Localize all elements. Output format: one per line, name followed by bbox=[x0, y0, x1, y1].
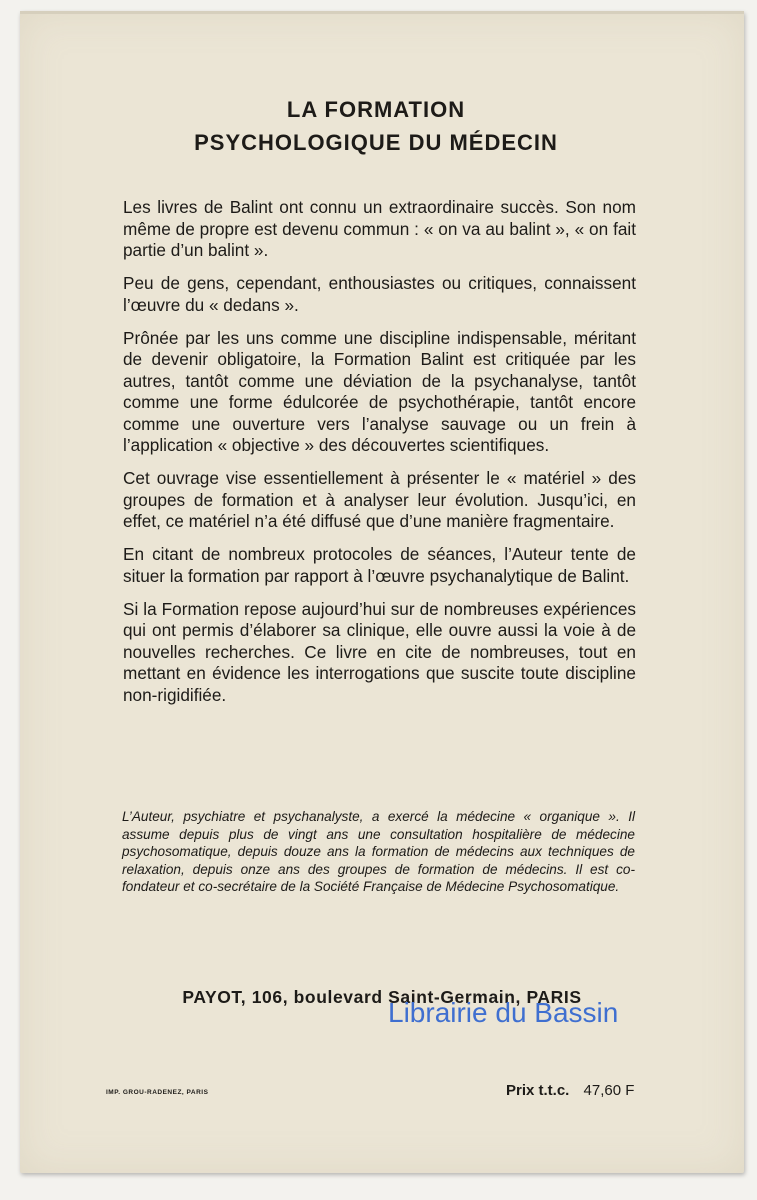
blurb-paragraph-4: Cet ouvrage vise essentiellement à présenter le « matériel » des groupes de formation et à analyser leur évolution. Jusqu’ici, en effet, ce matériel n’a été diffusé que d’une manière fragmentaire. bbox=[123, 468, 636, 531]
printer-credit: IMP. GROU-RADENEZ, PARIS bbox=[106, 1089, 209, 1096]
book-back-cover bbox=[20, 11, 744, 1173]
cover-edge bbox=[20, 11, 744, 14]
blurb-paragraph-5: En citant de nombreux protocoles de séances, l’Auteur tente de situer la formation par rapport à l’œuvre psychanalytique de Balint. bbox=[123, 544, 636, 586]
publisher-address: PAYOT, 106, boulevard Saint-Germain, PARIS bbox=[182, 987, 582, 1007]
blurb-paragraph-3: Prônée par les uns comme une discipline indispensable, méritant de devenir obligatoire, la Formation Balint est critiquée par les autres, tantôt comme une déviation de la psychanalyse, tantôt comme une forme édulcorée de psychothérapie, tantôt encore comme une ouverture vers l’analyse sauvage ou un frein à l’application « objective » des découvertes scientifiques. bbox=[123, 327, 636, 455]
price-label: Prix t.t.c. bbox=[506, 1082, 570, 1099]
title-line-2: PSYCHOLOGIQUE DU MÉDECIN bbox=[194, 130, 558, 155]
price-value: 47,60 F bbox=[583, 1082, 635, 1099]
title-line-1: LA FORMATION bbox=[286, 97, 466, 122]
blurb-paragraph-2: Peu de gens, cependant, enthousiastes ou critiques, connaissent l’œuvre du « dedans ». bbox=[123, 273, 636, 315]
author-bio: L’Auteur, psychiatre et psychanalyste, a exercé la médecine « organique ». Il assume depuis plus de vingt ans une consultation hospitalière de médecine psychosomatique, depuis douze ans la formation de médecins aux techniques de relaxation, depuis onze ans des groupes de formation de médecins. Il est co-fondateur et co-secrétaire de la Société Française de Médecine Psychosomatique. bbox=[122, 809, 635, 895]
blurb-text bbox=[123, 197, 636, 718]
blurb-paragraph-1: Les livres de Balint ont connu un extraordinaire succès. Son nom même de propre est devenu commun : « on va au balint », « on fait partie d’un balint ». bbox=[123, 197, 636, 260]
book-title bbox=[20, 93, 732, 159]
price-line bbox=[506, 1082, 634, 1099]
blurb-paragraph-6: Si la Formation repose aujourd’hui sur de nombreuses expériences qui ont permis d’élaborer sa clinique, elle ouvre aussi la voie à de nouvelles recherches. Ce livre en cite de nombreuses, tout en mettant en évidence les interrogations que suscite toute discipline non-rigidifiée. bbox=[123, 598, 636, 705]
bookseller-watermark: Librairie du Bassin bbox=[388, 997, 619, 1028]
